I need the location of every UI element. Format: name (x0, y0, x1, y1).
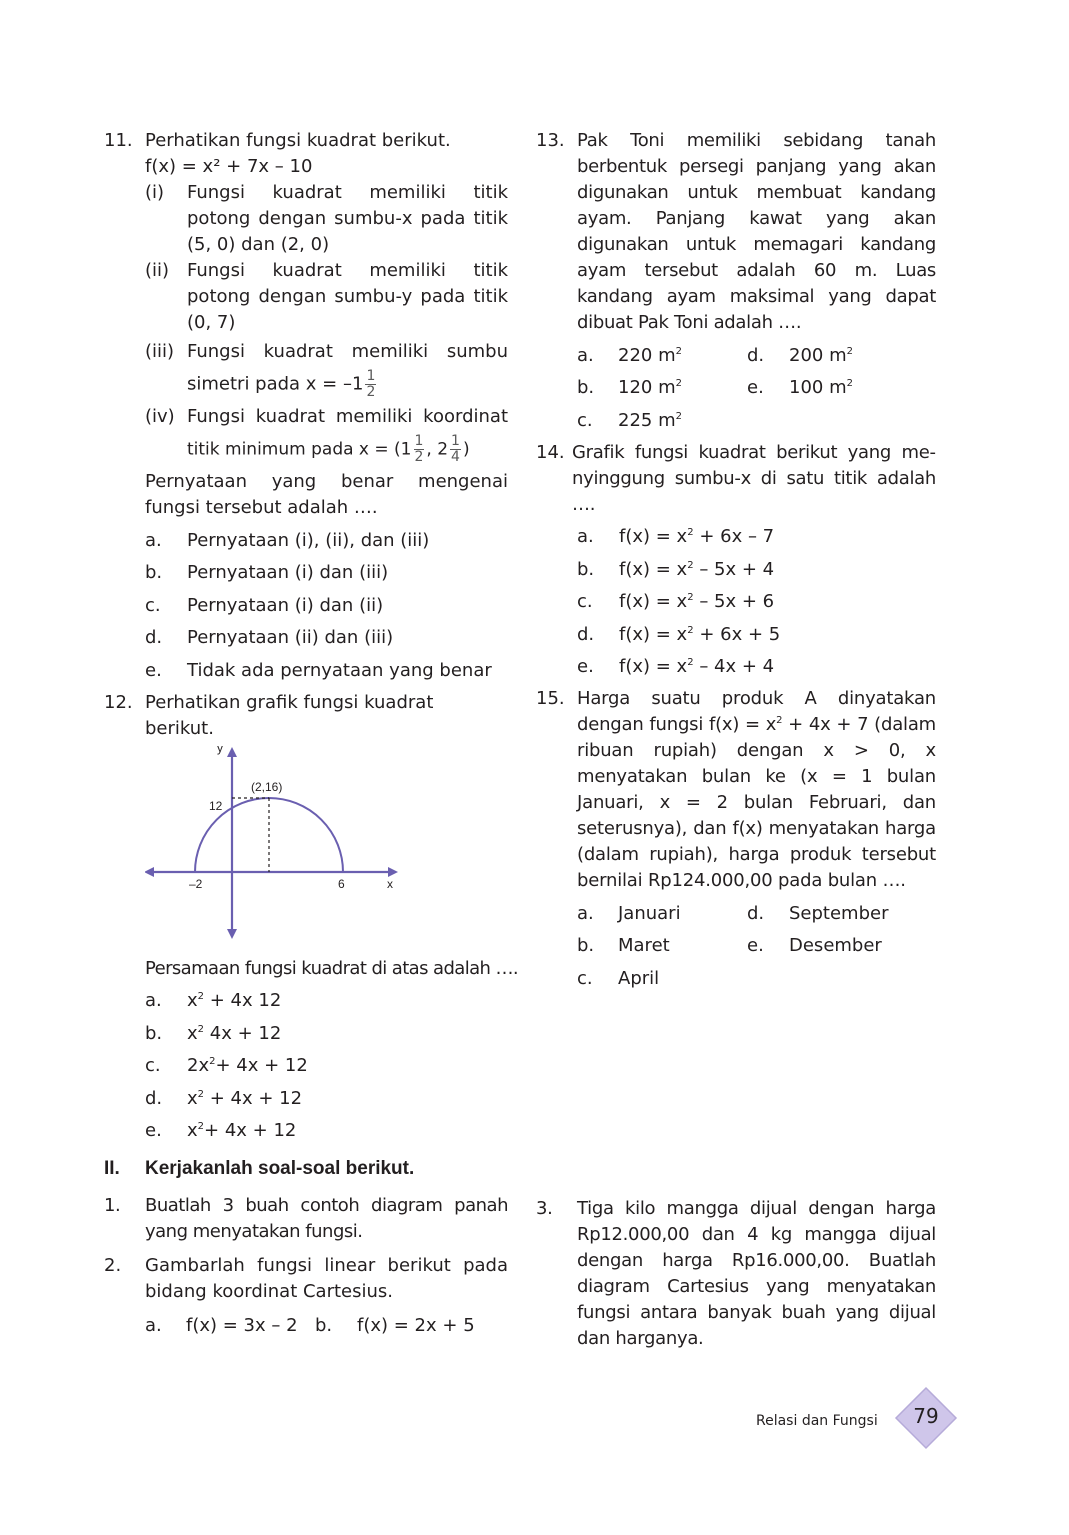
statement-text: Fungsi kuadrat memiliki koordinat (187, 406, 508, 427)
option-text: x (187, 1120, 198, 1141)
option-letter: b. (577, 935, 595, 956)
option-row-3 (577, 966, 936, 992)
option-letter: c. (577, 967, 593, 989)
question-text (577, 686, 936, 894)
option-letter: d. (747, 902, 765, 924)
option-text: f(x) = x (619, 591, 688, 612)
statement-iv (145, 404, 508, 465)
graph-svg (145, 746, 545, 956)
option-b[interactable] (145, 1021, 508, 1047)
option-b[interactable] (145, 560, 508, 586)
option-text: + 6x – 7 (693, 526, 775, 547)
option-a[interactable] (618, 343, 682, 369)
section-title: Kerjakanlah soal-soal berikut. (145, 1158, 415, 1179)
statement-number: (iv) (145, 406, 175, 427)
statement-i (145, 180, 508, 258)
option-letter: d. (747, 344, 765, 366)
option-text: f(x) = x (619, 558, 688, 580)
question-text: Perhatikan grafik fungsi kuadrat berikut. (145, 691, 434, 739)
option-letter: b. (145, 562, 163, 583)
option-text: 220 m (618, 344, 676, 366)
essay-item-1 (104, 1193, 508, 1245)
option-a[interactable]: Januari (618, 902, 681, 924)
option-e[interactable] (145, 1118, 508, 1144)
option-letter: a. (145, 990, 162, 1011)
fraction-numerator: 1 (451, 433, 460, 449)
statement-iii (145, 339, 508, 400)
option-text: 2x (187, 1055, 210, 1076)
option-letter: e. (145, 659, 162, 681)
option-letter: a. (577, 344, 594, 366)
option-text: 200 m (789, 344, 847, 366)
question-text: Pak Toni memiliki sebidang tanah berbentuk persegi panjang yang akan digunakan untuk membuat kandang ayam. Panjang kawat yang akan digunakan untuk memagari kandang ayam tersebut adalah 60 m. Luas kandang ayam maksimal yang dapat dibuat Pak Toni adalah …. (577, 130, 936, 333)
statement-text-line2 (187, 434, 508, 465)
statement-number: (ii) (145, 260, 170, 281)
question-text-part: Harga suatu produk A dinyatakan dengan fungsi f(x) = x (577, 688, 936, 735)
sub-options (145, 1313, 508, 1339)
option-d[interactable] (577, 622, 936, 648)
statement-text: simetri pada x = –1 (187, 373, 364, 395)
option-letter: e. (145, 1120, 162, 1141)
statement-text: Fungsi kuadrat memiliki titik potong dengan sumbu-y pada titik (0, 7) (187, 260, 508, 333)
statement-text: Fungsi kuadrat memiliki sumbu (187, 341, 508, 362)
option-c[interactable] (145, 593, 508, 619)
statement-ii (145, 258, 508, 336)
x-right-root-label: 6 (338, 876, 345, 891)
question-number: 12. (104, 691, 133, 713)
left-column (104, 128, 518, 1144)
question-15 (536, 686, 936, 992)
exponent: 2 (197, 1121, 205, 1132)
question-14 (536, 440, 936, 681)
question-number: 13. (536, 130, 565, 151)
page-number: 79 (913, 1404, 939, 1428)
item-number: 3. (536, 1198, 553, 1219)
question-13 (536, 128, 936, 434)
exponent: 2 (675, 410, 682, 422)
question-text-part: + 4x + 7 (dalam ribuan rupiah) dengan x > 0, x menyatakan bulan ke (x = 1 bulan Januari, x = 2 bulan Februari, dan seterusnya), dan f(x) menyatakan harga (dalam rupiah), harga produk tersebut bernilai Rp124.000,00 pada bulan …. (577, 714, 936, 891)
option-letter: d. (145, 627, 163, 648)
fraction (414, 434, 425, 465)
exponent: 2 (687, 624, 694, 636)
question-text: Perhatikan fungsi kuadrat berikut. (145, 130, 451, 151)
option-text: – 5x + 4 (693, 558, 775, 580)
option-letter: a. (577, 526, 594, 547)
option-text: Pernyataan (i), (ii), dan (iii) (187, 529, 430, 551)
option-letter: c. (145, 594, 161, 616)
option-letter: c. (145, 1055, 161, 1076)
fraction-denominator: 4 (451, 449, 460, 465)
option-b[interactable] (618, 375, 682, 401)
option-letter: a. (145, 529, 162, 551)
option-c[interactable] (577, 589, 936, 615)
chapter-title: Relasi dan Fungsi (756, 1413, 878, 1429)
fraction (365, 369, 376, 400)
option-row-1 (577, 343, 936, 369)
fraction-numerator: 1 (366, 368, 376, 384)
option-letter: a. (577, 902, 594, 924)
question-prompt: Persamaan fungsi kuadrat di atas adalah …. (145, 957, 518, 979)
option-text: Pernyataan (i) dan (ii) (187, 594, 384, 616)
option-a[interactable] (145, 528, 508, 554)
option-row-1 (577, 901, 936, 927)
option-letter: a. (145, 1315, 162, 1336)
question-11 (104, 128, 508, 684)
option-letter: b. (577, 558, 595, 580)
fraction-denominator: 2 (366, 384, 376, 400)
option-letter: d. (145, 1087, 163, 1109)
option-a[interactable] (577, 524, 936, 550)
essay-item-2 (104, 1253, 508, 1339)
option-text: Pernyataan (i) dan (iii) (187, 562, 389, 583)
exponent: 2 (675, 378, 682, 389)
item-number: 1. (104, 1195, 121, 1216)
option-letter: b. (145, 1022, 163, 1044)
function-expression: f(x) = x² + 7x – 10 (145, 156, 313, 177)
option-text: + 4x + 12 (204, 1087, 303, 1109)
statement-number: (i) (145, 182, 165, 203)
option-c[interactable]: April (618, 967, 660, 989)
exponent: 2 (687, 592, 694, 603)
option-text: Pernyataan (ii) dan (iii) (187, 627, 394, 648)
fraction (450, 434, 461, 465)
option-text: x (187, 1087, 198, 1109)
option-e[interactable]: Desember (789, 935, 882, 956)
option-letter: b. (577, 377, 595, 398)
exponent: 2 (846, 345, 853, 357)
essay-right-column (536, 1196, 936, 1352)
question-number: 15. (536, 688, 565, 709)
statement-text: titik minimum pada x = (1 (187, 439, 412, 460)
item-text: Buatlah 3 buah contoh diagram panah yang menyatakan fungsi. (145, 1195, 508, 1242)
y-intercept-label: 12 (209, 798, 223, 813)
option-letter: b. (315, 1315, 333, 1336)
option-text: x (187, 990, 198, 1011)
exponent: 2 (776, 715, 783, 726)
option-text: x (187, 1022, 198, 1044)
option-text: – 5x + 6 (693, 591, 775, 612)
exponent: 2 (197, 991, 205, 1002)
option-text: 120 m (618, 377, 676, 398)
statement-number: (iii) (145, 341, 175, 362)
sub-item-b: f(x) = 2x + 5 (357, 1315, 475, 1336)
question-number: 11. (104, 130, 133, 151)
exponent: 2 (197, 1088, 205, 1100)
option-b[interactable] (577, 557, 936, 583)
statement-text: Fungsi kuadrat memiliki titik potong dengan sumbu-x pada titik (5, 0) dan (2, 0) (187, 182, 508, 255)
option-text: – 4x + 4 (693, 656, 775, 677)
statement-text: ) (462, 439, 470, 460)
option-d[interactable] (145, 1086, 508, 1112)
option-row-2 (577, 375, 936, 401)
x-axis-label: x (387, 876, 393, 891)
option-text: 225 m (618, 409, 676, 431)
x-left-root-label: –2 (189, 876, 203, 891)
option-e[interactable] (789, 375, 853, 401)
section-heading (104, 1158, 414, 1180)
exponent: 2 (846, 378, 853, 389)
question-prompt: Pernyataan yang benar mengenai fungsi tersebut adalah …. (145, 471, 508, 518)
option-text: + 6x + 5 (693, 623, 781, 645)
option-text: f(x) = x (619, 526, 688, 547)
question-number: 14. (536, 441, 565, 463)
option-e[interactable] (577, 654, 936, 680)
option-e[interactable] (145, 658, 508, 684)
option-c[interactable] (618, 408, 682, 434)
option-letter: c. (577, 591, 593, 612)
option-row-2 (577, 933, 936, 959)
exponent: 2 (209, 1056, 216, 1067)
option-text: Tidak ada pernyataan yang benar (187, 659, 492, 681)
fraction-denominator: 2 (414, 449, 424, 465)
option-text: + 4x + 12 (215, 1055, 308, 1076)
item-text: Gambarlah fungsi linear berikut pada bidang koordinat Cartesius. (145, 1255, 508, 1302)
option-text: 100 m (789, 377, 847, 398)
item-text: Tiga kilo mangga dijual dengan harga Rp12.000,00 dan 4 kg mangga dijual dengan harga Rp16.000,00. Buatlah diagram Cartesius yang menyatakan fungsi antara banyak buah yang dijual dan harganya. (577, 1198, 936, 1349)
option-d[interactable]: September (789, 902, 889, 924)
option-text: f(x) = x (619, 623, 688, 645)
essay-left-column (104, 1193, 508, 1339)
exponent: 2 (687, 657, 694, 668)
question-12 (104, 690, 518, 1145)
sub-item-a: f(x) = 3x – 2 (186, 1315, 298, 1336)
option-text: + 4x + 12 (204, 1120, 297, 1141)
section-number: II. (104, 1158, 120, 1179)
item-number: 2. (104, 1255, 122, 1276)
option-letter: e. (747, 935, 764, 956)
exponent: 2 (675, 345, 682, 357)
right-column (536, 128, 936, 992)
option-a[interactable] (145, 988, 508, 1014)
question-text: Grafik fungsi kuadrat berikut yang menyinggung sumbu-x di satu titik adalah …. (572, 441, 936, 515)
statement-text: , 2 (426, 439, 449, 460)
option-letter: c. (577, 409, 593, 431)
exponent: 2 (687, 527, 694, 538)
option-letter: e. (747, 377, 764, 398)
option-text: f(x) = x (619, 656, 688, 677)
option-text: 4x + 12 (204, 1022, 282, 1044)
parabola-graph (145, 746, 545, 956)
option-d[interactable] (789, 343, 853, 369)
option-letter: e. (577, 656, 594, 677)
essay-item-3 (536, 1196, 936, 1352)
fraction-numerator: 1 (414, 433, 424, 449)
statement-text-line2 (187, 369, 508, 400)
option-c[interactable] (145, 1053, 508, 1079)
exponent: 2 (197, 1023, 205, 1035)
exponent: 2 (687, 559, 694, 571)
option-letter: d. (577, 623, 595, 645)
option-b[interactable]: Maret (618, 935, 670, 956)
option-row-3 (577, 408, 936, 434)
y-axis-label: y (217, 745, 223, 755)
vertex-label: (2,16) (251, 779, 283, 794)
option-text: + 4x 12 (204, 990, 282, 1011)
option-d[interactable] (145, 625, 508, 651)
